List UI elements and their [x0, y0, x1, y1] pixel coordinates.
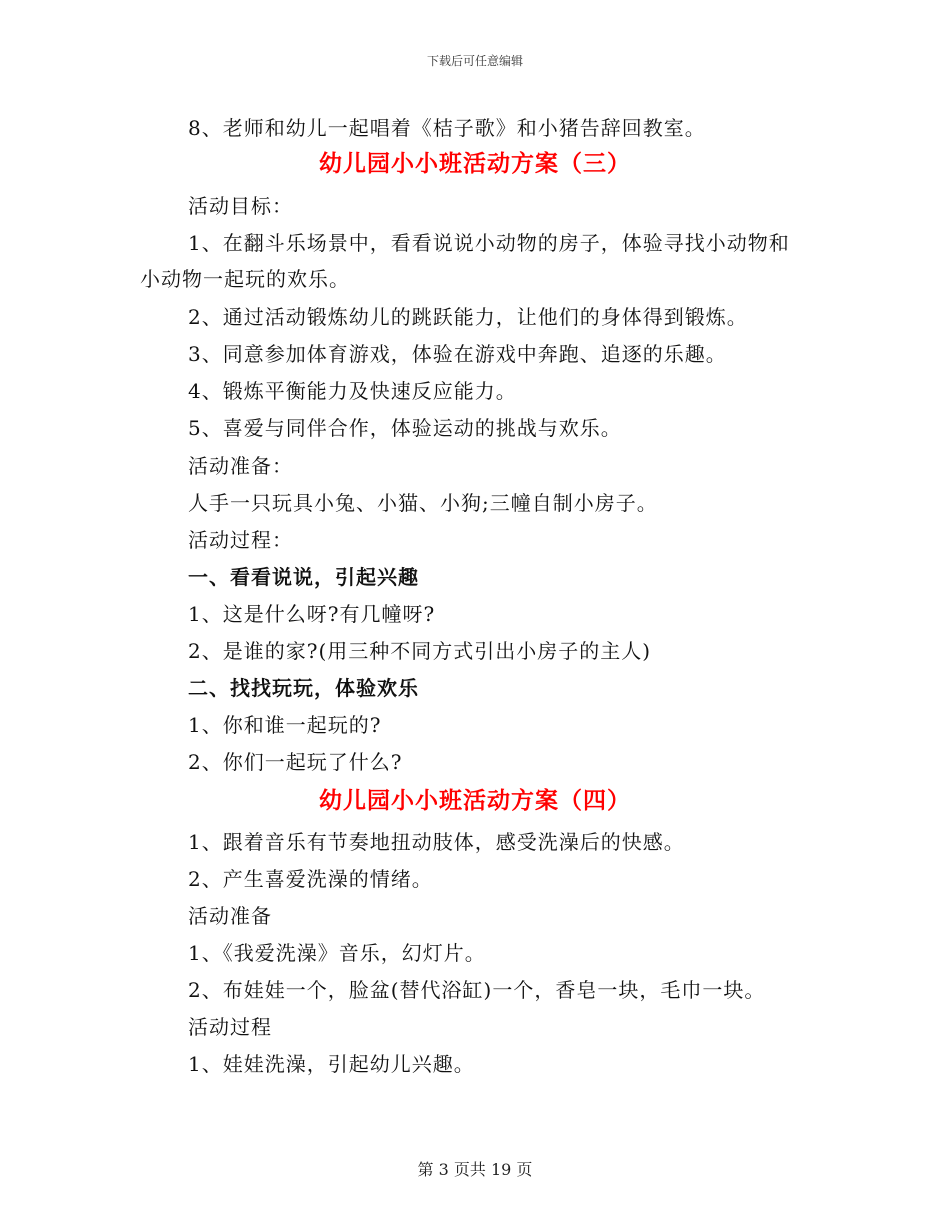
- paragraph-line: 5、喜爱与同伴合作，体验运动的挑战与欢乐。: [188, 416, 622, 440]
- page-header: 下载后可任意编辑: [426, 54, 523, 68]
- subheading: 二、找找玩玩，体验欢乐: [188, 676, 419, 700]
- paragraph-line: 1、娃娃洗澡，引起幼儿兴趣。: [188, 1052, 475, 1076]
- paragraph-line: 1、你和谁一起玩的?: [188, 713, 382, 737]
- paragraph-line: 3、同意参加体育游戏，体验在游戏中奔跑、追逐的乐趣。: [188, 342, 727, 366]
- paragraph-line: 1、《我爱洗澡》音乐，幻灯片。: [188, 941, 486, 965]
- paragraph-line: 2、产生喜爱洗澡的情绪。: [188, 867, 433, 891]
- paragraph-line: 活动过程: [188, 1015, 272, 1039]
- paragraph-line: 活动目标：: [188, 194, 293, 218]
- paragraph-line: 小动物一起玩的欢乐。: [140, 267, 350, 291]
- paragraph-line: 1、在翻斗乐场景中，看看说说小动物的房子，体验寻找小动物和: [188, 231, 790, 255]
- paragraph-line: 活动准备：: [188, 454, 293, 478]
- section-title-3: 幼儿园小小班活动方案（三）: [319, 150, 631, 177]
- paragraph-line: 2、布娃娃一个，脸盆(替代浴缸)一个，香皂一块，毛巾一块。: [188, 978, 766, 1002]
- paragraph-line: 8、老师和幼儿一起唱着《桔子歌》和小猪告辞回教室。: [188, 116, 706, 140]
- paragraph-line: 4、锻炼平衡能力及快速反应能力。: [188, 379, 517, 403]
- paragraph-line: 活动过程：: [188, 528, 293, 552]
- paragraph-line: 活动准备: [188, 904, 272, 928]
- paragraph-line: 2、通过活动锻炼幼儿的跳跃能力，让他们的身体得到锻炼。: [188, 305, 748, 329]
- paragraph-line: 2、是谁的家?(用三种不同方式引出小房子的主人): [188, 639, 652, 663]
- paragraph-line: 1、这是什么呀?有几幢呀?: [188, 602, 436, 626]
- page-footer: 第 3 页共 19 页: [417, 1160, 533, 1179]
- paragraph-line: 2、你们一起玩了什么?: [188, 750, 403, 774]
- paragraph-line: 人手一只玩具小兔、小猫、小狗;三幢自制小房子。: [188, 491, 658, 515]
- subheading: 一、看看说说，引起兴趣: [188, 565, 419, 589]
- paragraph-line: 1、跟着音乐有节奏地扭动肢体，感受洗澡后的快感。: [188, 830, 685, 854]
- section-title-4: 幼儿园小小班活动方案（四）: [319, 787, 631, 814]
